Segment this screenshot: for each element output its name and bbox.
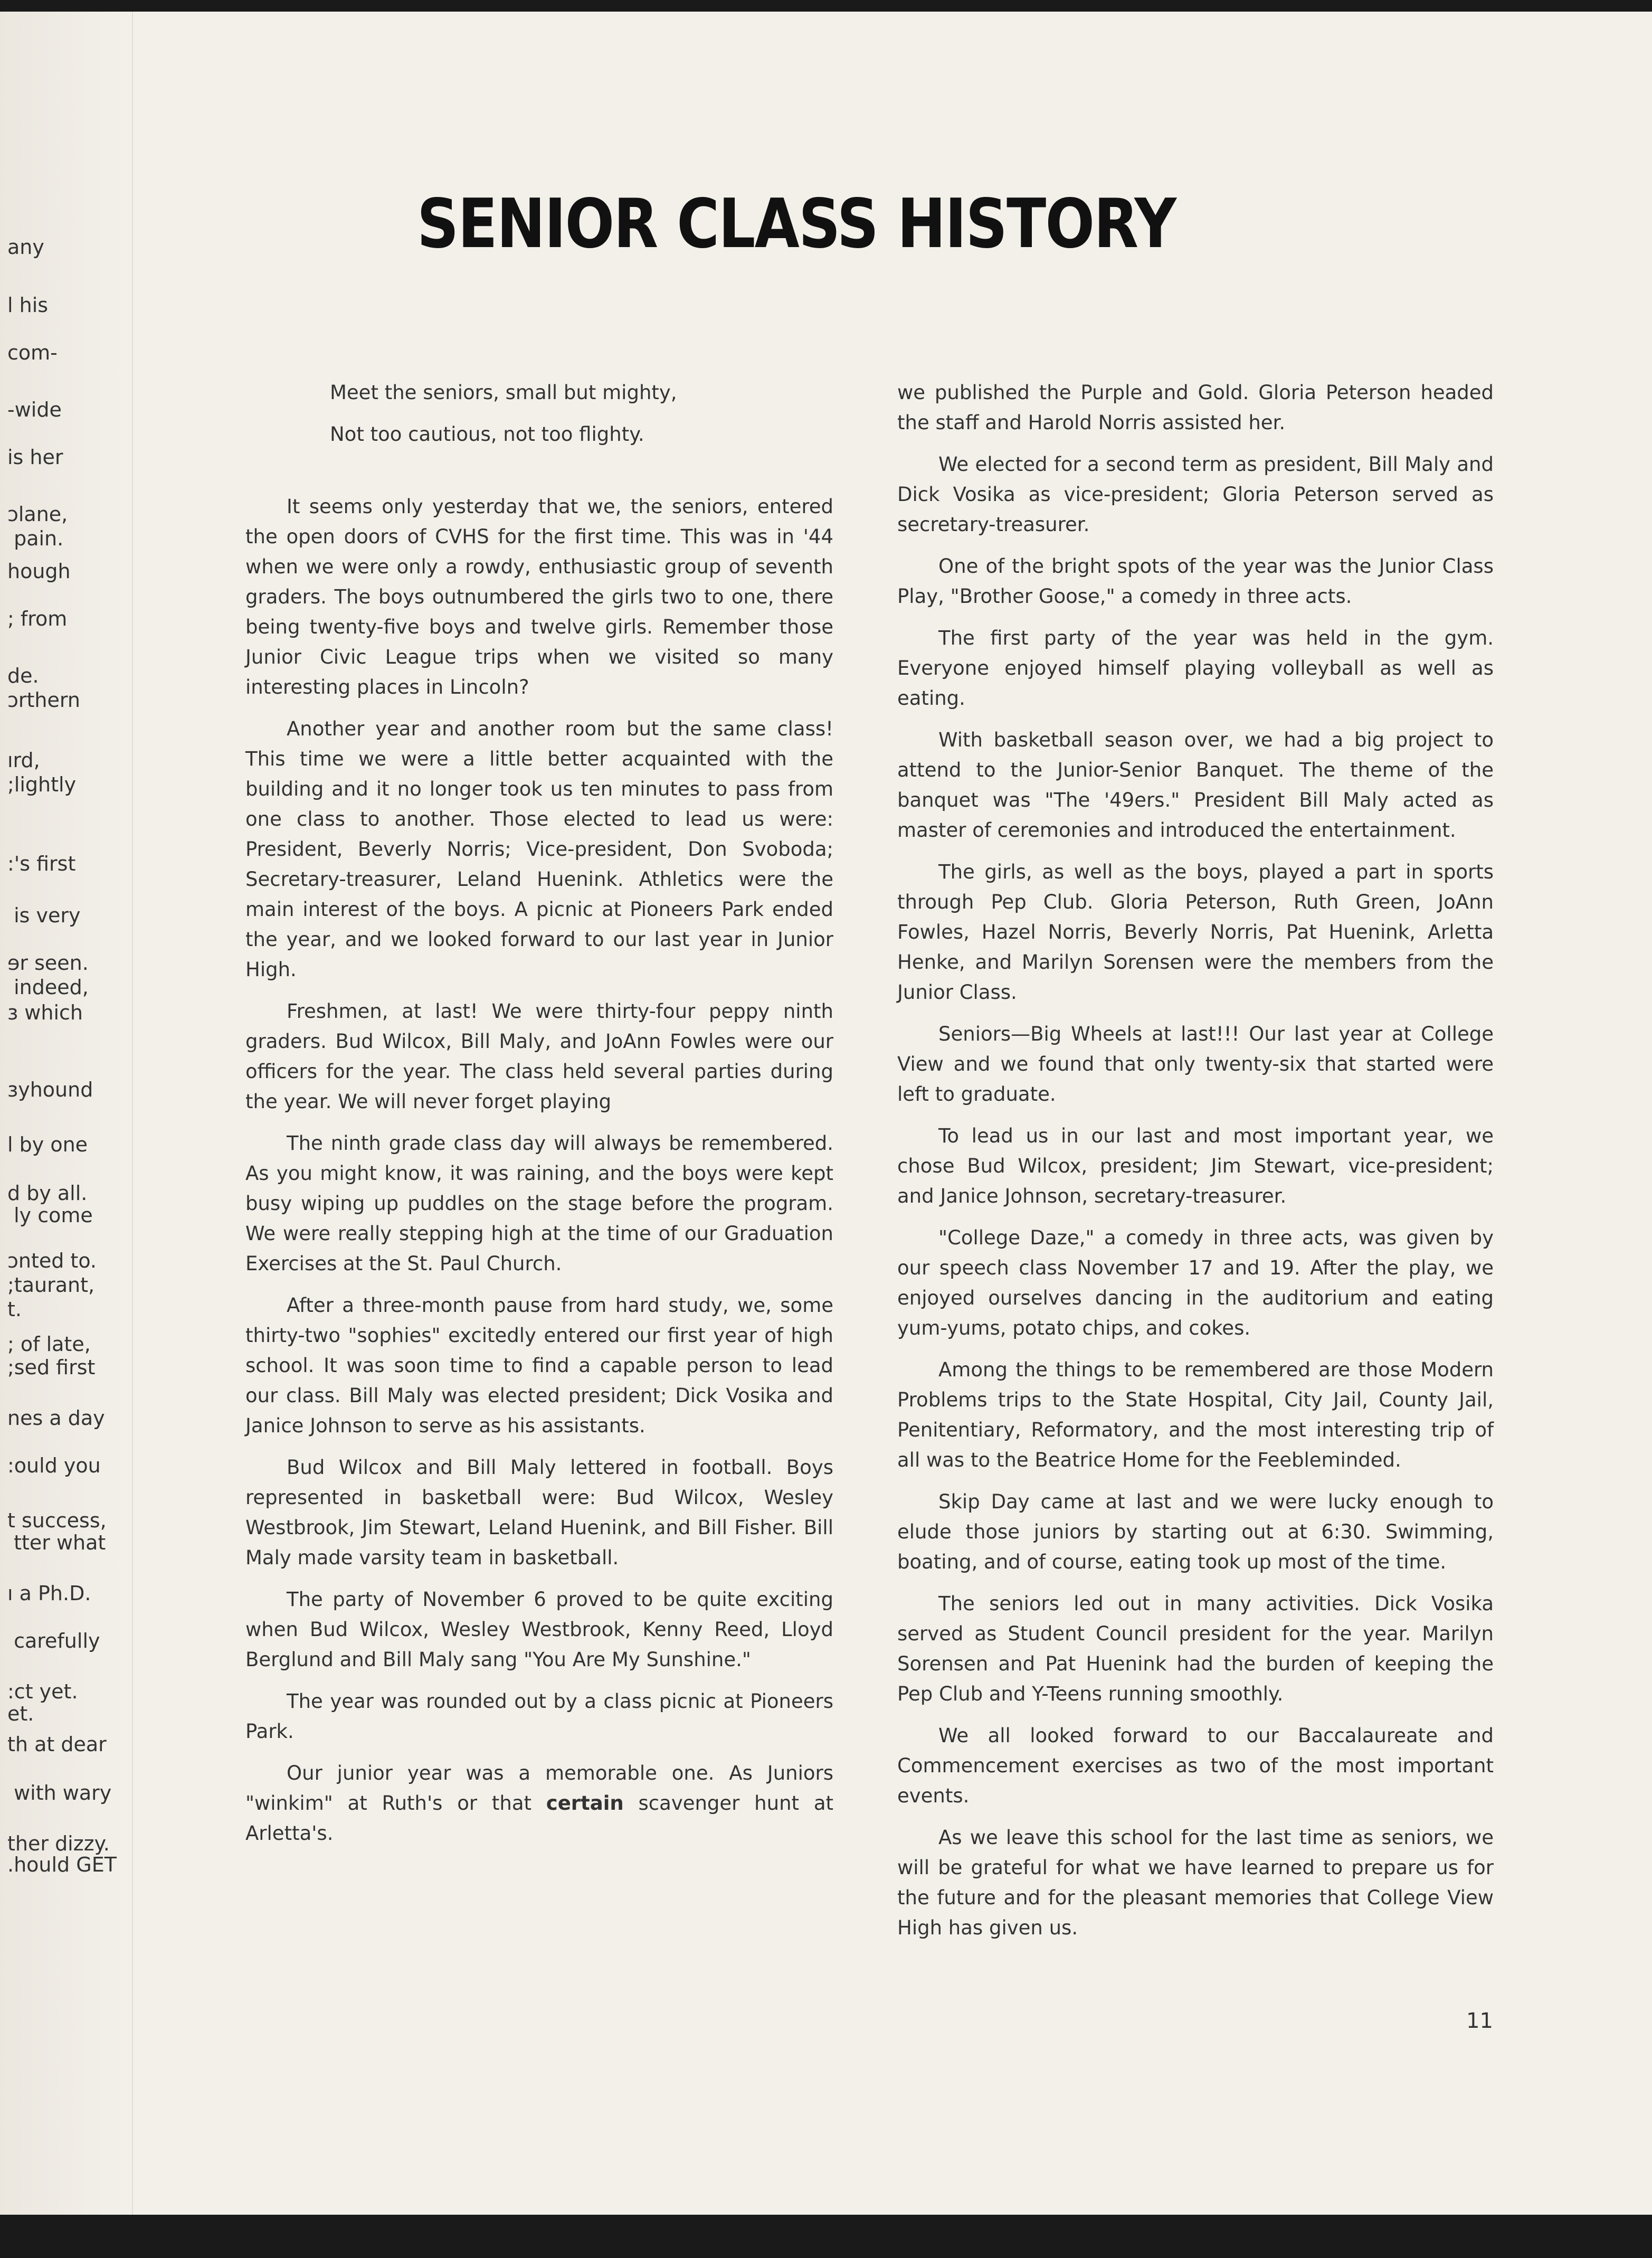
page-number: 11 [1466, 2009, 1493, 2033]
paragraph: Bud Wilcox and Bill Maly lettered in football. Boys represented in basketball were: Bud Wilcox, Wesley Westbrook, Jim Stewart, Leland Huenink, and Bill Fisher. Bill Maly made varsity team in basketball. [245, 1456, 833, 1569]
text-run: Our junior year was a memorable one. As Juniors "winkim" at Ruth's or that [245, 1762, 833, 1815]
facing-page-fragments [7, 0, 134, 2207]
fragment-line: .hould GET [7, 1853, 117, 1876]
paragraph: The ninth grade class day will always be remembered. As you might know, it was raining, and the boys were kept busy wiping up puddles on the stage before the program. We were really stepping high at the time of our Graduation Exercises at the St. Paul Church. [245, 1132, 833, 1275]
fragment-line: et. [7, 1702, 34, 1725]
opening-verse [245, 377, 833, 449]
fragment-line: ɔnted to. [7, 1249, 97, 1272]
fragment-line: ırd, [7, 749, 40, 772]
page-title: SENIOR CLASS HISTORY [417, 185, 1176, 263]
fragment-line: ;sed first [7, 1356, 96, 1379]
fragment-line: ; of late, [7, 1333, 91, 1356]
paragraph: Freshmen, at last! We were thirty-four peppy ninth graders. Bud Wilcox, Bill Maly, and JoAnn Fowles were our officers for the year. The class held several parties during the year. We will never forget playing [245, 1000, 833, 1113]
fragment-line: th at dear [7, 1733, 107, 1756]
fragment-line: d by all. [7, 1182, 88, 1205]
fragment-line: carefully [7, 1629, 100, 1652]
fragment-line: indeed, [7, 976, 89, 999]
paragraph: To lead us in our last and most important year, we chose Bud Wilcox, president; Jim Stewart, vice-president; and Janice Johnson, secretary-treasurer. [897, 1125, 1494, 1207]
fragment-line: ɜyhound [7, 1078, 93, 1101]
paragraph-junior-year [245, 1758, 833, 1848]
text-run: scavenger hunt at Arletta's. [245, 1792, 833, 1845]
fragment-line: ɔrthern [7, 688, 80, 712]
paragraph: The girls, as well as the boys, played a part in sports through Pep Club. Gloria Peterson, Ruth Green, JoAnn Fowles, Hazel Norris, Beverly Norris, Pat Huenink, Arletta Henke, and Marilyn Sorensen were the members from the Junior Class. [897, 861, 1494, 1004]
verse-line: Not too cautious, not too flighty. [330, 423, 644, 446]
fragment-line: ;taurant, [7, 1273, 95, 1297]
fragment-line: ; from [7, 607, 68, 630]
paragraph: Skip Day came at last and we were lucky enough to elude those juniors by starting out at 6:30. Swimming, boating, and of course, eating took up most of the time. [897, 1490, 1494, 1573]
right-column [897, 377, 1494, 1954]
fragment-line: -wide [7, 398, 62, 421]
paragraph: It seems only yesterday that we, the seniors, entered the open doors of CVHS for the first time. This was in '44 when we were only a rowdy, enthusiastic group of seventh graders. The boys outnumbered the girls two to one, there being twenty-five boys and twelve girls. Remember those Junior Civic League trips when we visited so many interesting places in Lincoln? [245, 495, 833, 698]
fragment-line: with wary [7, 1781, 112, 1804]
fragment-line: t success, [7, 1509, 107, 1532]
verse-line: Meet the seniors, small but mighty, [330, 381, 677, 404]
paragraph: Seniors—Big Wheels at last!!! Our last year at College View and we found that only twenty-six that started were left to graduate. [897, 1023, 1494, 1106]
fragment-line: nes a day [7, 1406, 105, 1430]
bottom-border [0, 2215, 1652, 2258]
paragraph: Among the things to be remembered are those Modern Problems trips to the State Hospital, City Jail, County Jail, Penitentiary, Reformatory, and the most interesting trip of all was to the Beatrice Home for the Feebleminded. [897, 1358, 1494, 1471]
paragraph: The first party of the year was held in the gym. Everyone enjoyed himself playing volleyball as well as eating. [897, 627, 1494, 710]
fragment-line: ther dizzy. [7, 1832, 110, 1855]
paragraph: The seniors led out in many activities. Dick Vosika served as Student Council president for the year. Marilyn Sorensen and Pat Huenink had the burden of keeping the Pep Club and Y-Teens running smoothly. [897, 1592, 1494, 1705]
paragraph: The year was rounded out by a class picnic at Pioneers Park. [245, 1690, 833, 1743]
fragment-line: :ould you [7, 1454, 101, 1477]
fragment-line: pain. [7, 527, 64, 550]
fragment-line: de. [7, 664, 39, 687]
paragraph: As we leave this school for the last time as seniors, we will be grateful for what we have learned to prepare us for the future and for the pleasant memories that College View High has given us. [897, 1826, 1494, 1939]
fragment-line: is very [7, 904, 81, 927]
fragment-line: ɔlane, [7, 503, 68, 526]
paragraph: The party of November 6 proved to be quite exciting when Bud Wilcox, Wesley Westbrook, Kenny Reed, Lloyd Berglund and Bill Maly sang "You Are My Sunshine." [245, 1588, 833, 1671]
fragment-line: ;lightly [7, 773, 77, 796]
paragraph: After a three-month pause from hard study, we, some thirty-two "sophies" excitedly entered our first year of high school. It was soon time to find a capable person to lead our class. Bill Maly was elected president; Dick Vosika and Janice Johnson to serve as his assistants. [245, 1294, 833, 1437]
paragraph: With basketball season over, we had a big project to attend to the Junior-Senior Banquet. The theme of the banquet was "The '49ers." President Bill Maly acted as master of ceremonies and introduced the entertainment. [897, 729, 1494, 842]
left-column [245, 377, 833, 1860]
fragment-line: ly come [7, 1204, 93, 1227]
paragraph: Another year and another room but the same class! This time we were a little better acquainted with the building and it no longer took us ten minutes to pass from one class to another. Those elected to lead us were: President, Beverly Norris; Vice-president, Don Svoboda; Secretary-treasurer, Leland Huenink. Athletics were the main interest of the boys. A picnic at Pioneers Park ended the year, and we looked forward to our last year in Junior High. [245, 717, 833, 981]
paragraph: We all looked forward to our Baccalaureate and Commencement exercises as two of the most important events. [897, 1724, 1494, 1807]
paragraph: One of the bright spots of the year was the Junior Class Play, "Brother Goose," a comedy in three acts. [897, 555, 1494, 608]
paragraph: "College Daze," a comedy in three acts, was given by our speech class November 17 and 19. After the play, we enjoyed ourselves dancing in the auditorium and eating yum-yums, potato chips, and cokes. [897, 1226, 1494, 1339]
fragment-line: any [7, 235, 44, 259]
fragment-line: :ct yet. [7, 1680, 78, 1703]
fragment-line: hough [7, 560, 71, 583]
fragment-line: ı a Ph.D. [7, 1582, 91, 1605]
fragment-line: com- [7, 341, 58, 364]
fragment-line: t. [7, 1298, 22, 1321]
fragment-line: ɘr seen. [7, 951, 89, 975]
fragment-line: ɜ which [7, 1001, 83, 1024]
top-border [0, 0, 1652, 12]
fragment-line: is her [7, 446, 63, 469]
paragraph: we published the Purple and Gold. Gloria Peterson headed the staff and Harold Norris assisted her. [897, 381, 1494, 434]
bold-word: certain [546, 1792, 624, 1815]
fragment-line: :'s first [7, 852, 76, 875]
fragment-line: tter what [7, 1531, 106, 1554]
fragment-line: l by one [7, 1133, 88, 1156]
paragraph: We elected for a second term as president, Bill Maly and Dick Vosika as vice-president; Gloria Peterson served as secretary-treasurer. [897, 453, 1494, 536]
spacer [245, 461, 833, 492]
fragment-line: l his [7, 294, 49, 317]
